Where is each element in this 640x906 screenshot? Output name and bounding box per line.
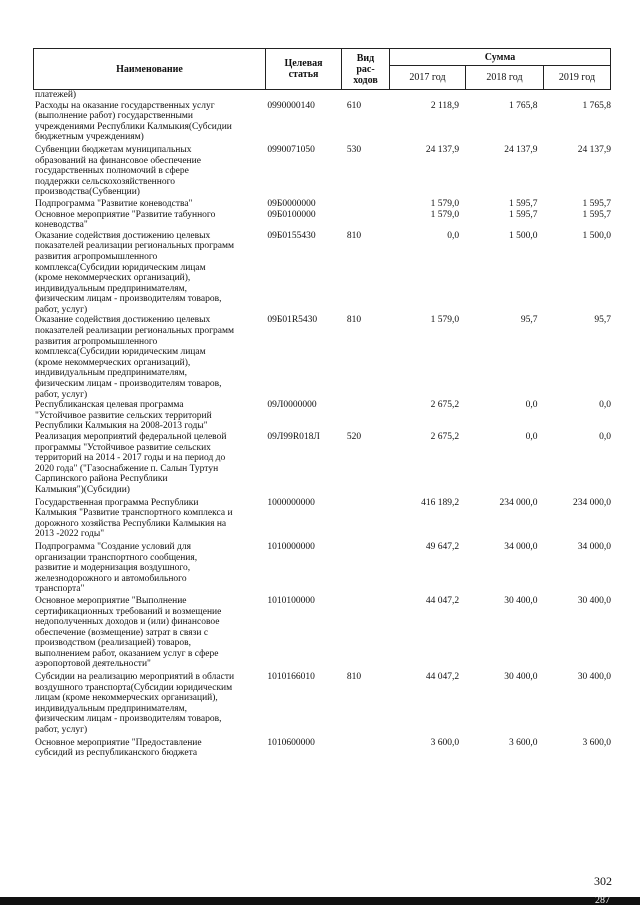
- row-sum-2018: 0,0: [525, 400, 538, 411]
- row-kind: 610: [346, 100, 362, 111]
- row-kind: 810: [346, 315, 362, 326]
- table-row: [35, 432, 611, 496]
- header-year-2018: 2018 год: [466, 65, 544, 89]
- row-sum-2018: 1 765,8: [509, 100, 538, 111]
- row-target: 09Б01R5430: [267, 315, 318, 326]
- table-row: [35, 210, 611, 231]
- header-year-2017: 2017 год: [390, 65, 466, 89]
- header-sum: Сумма: [390, 49, 610, 66]
- row-kind: 520: [346, 432, 362, 442]
- row-sum-2018: 34 000,0: [504, 541, 538, 552]
- row-sum-2017: 1 579,0: [430, 209, 460, 220]
- row-name: Республиканская целевая программа "Устойчивое развитие сельских территорий Республики Калмыкия на 2008-2013 годы": [35, 400, 212, 432]
- row-target: 09Б0155430: [267, 230, 316, 241]
- header-target: Целевая статья: [266, 49, 342, 89]
- row-sum-2017: [393, 90, 460, 101]
- row-sum-2017: 1 579,0: [430, 198, 460, 209]
- row-sum-2017: 24 137,9: [425, 144, 460, 155]
- table-row: [35, 315, 611, 400]
- row-sum-2019: 0,0: [599, 432, 611, 442]
- table-row: [35, 231, 611, 316]
- table-row: [35, 738, 611, 759]
- table-row: [35, 101, 611, 143]
- row-target: 1010100000: [267, 595, 315, 606]
- row-name: Оказание содействия достижению целевых показателей реализации региональных программ развития агропромышленного комплекса(Субсидии юридическим лицам (кроме некоммерческих организаций), индивидуальным предпринимателям, физическим лицам - производителям товаров, работ, услуг): [35, 230, 235, 315]
- row-sum-2017: 3 600,0: [430, 737, 460, 748]
- row-sum-2017: 2 675,2: [430, 400, 460, 411]
- row-sum-2019: 30 400,0: [577, 672, 611, 683]
- row-name: Основное мероприятие "Развитие табунного коневодства": [35, 209, 216, 231]
- row-sum-2017: 2 675,2: [430, 432, 460, 442]
- row-name: Подпрограмма "Создание условий для организации транспортного сообщения, развитие и модернизация воздушного, железнодорожного и автомобильного транспорта": [35, 541, 198, 595]
- row-sum-2018: 30 400,0: [504, 672, 538, 683]
- row-kind: [343, 596, 393, 670]
- header-year-2019: 2019 год: [558, 71, 596, 83]
- table-row: [35, 145, 611, 198]
- row-kind: 810: [346, 672, 362, 683]
- header-kind: Вид рас- ходов: [342, 49, 390, 89]
- page-number-main: 302: [594, 874, 612, 888]
- row-sum-2018: 95,7: [520, 315, 538, 326]
- row-sum-2017: 2 118,9: [430, 100, 460, 111]
- row-kind: 810: [346, 230, 362, 241]
- table-header: [33, 48, 611, 90]
- row-sum-2018: 1 595,7: [509, 209, 538, 220]
- row-sum-2018: 234 000,0: [499, 497, 538, 508]
- row-name: Подпрограмма "Развитие коневодства": [35, 198, 193, 209]
- row-sum-2019: 234 000,0: [573, 497, 611, 508]
- row-name: Оказание содействия достижению целевых показателей реализации региональных программ развития агропромышленного комплекса(Субсидии юридическим лицам (кроме некоммерческих организаций), индивидуальным предпринимателям, физическим лицам - производителям товаров, работ, услуг): [35, 315, 235, 400]
- row-kind: [343, 738, 393, 759]
- row-name: Субсидии на реализацию мероприятий в области воздушного транспорта(Субсидии юридическим лицам (кроме некоммерческих организаций), индивидуальным предпринимателям, физическим лицам - производителям товаров, работ, услуг): [35, 672, 235, 736]
- row-target: 1000000000: [267, 497, 315, 508]
- row-sum-2018: [459, 90, 537, 101]
- row-name: Основное мероприятие "Предоставление субсидий из республиканского бюджета: [35, 737, 202, 759]
- row-kind: [343, 400, 393, 432]
- row-kind: [343, 498, 393, 540]
- row-sum-2019: 30 400,0: [577, 595, 611, 606]
- row-kind: [343, 199, 393, 210]
- row-target: [267, 90, 342, 101]
- row-sum-2018: 3 600,0: [509, 737, 538, 748]
- row-sum-2019: 1 595,7: [582, 209, 611, 220]
- row-sum-2017: 416 189,2: [421, 497, 460, 508]
- table-body: [35, 90, 611, 759]
- table-row: [35, 542, 611, 595]
- row-sum-2017: 0,0: [447, 230, 460, 241]
- table-row: [35, 90, 611, 101]
- row-sum-2017: 44 047,2: [425, 595, 460, 606]
- row-sum-2018: 24 137,9: [504, 144, 538, 155]
- row-sum-2018: 1 595,7: [509, 198, 538, 209]
- row-target: 09Л0000000: [267, 400, 317, 411]
- row-name: Субвенции бюджетам муниципальных образований на финансовое обеспечение государственных полномочий в сфере поддержки сельскохозяйственного производства(Субвенции): [35, 144, 201, 198]
- table-row: [35, 400, 611, 432]
- row-target: 1010600000: [267, 737, 315, 748]
- row-kind: [343, 542, 393, 595]
- row-target: 0990071050: [267, 144, 315, 155]
- row-target: 0990000140: [267, 100, 315, 111]
- row-kind: 530: [346, 144, 362, 155]
- row-target: 1010166010: [267, 672, 315, 683]
- row-sum-2019: [538, 90, 611, 101]
- row-name: Реализация мероприятий федеральной целевой программы "Устойчивое развитие сельских территорий на 2014 - 2017 годы и на период до 2020 года" ("Газоснабжение п. Салын Туртун Сарпинского района Республики Калмыкия")(Субсидии): [35, 432, 227, 495]
- row-sum-2017: 49 647,2: [425, 541, 460, 552]
- row-sum-2018: 0,0: [525, 432, 538, 442]
- row-sum-2019: 34 000,0: [577, 541, 611, 552]
- row-sum-2019: 1 595,7: [582, 198, 611, 209]
- header-name: Наименование: [34, 49, 266, 89]
- row-name: Государственная программа Республики Калмыкия "Развитие транспортного комплекса и дорожного хозяйства Республики Калмыкия на 2013 -2022 годы": [35, 497, 233, 540]
- row-sum-2019: 24 137,9: [577, 144, 611, 155]
- row-sum-2018: 30 400,0: [504, 595, 538, 606]
- row-sum-2017: 44 047,2: [425, 672, 460, 683]
- row-name: Расходы на оказание государственных услуг (выполнение работ) государственными учреждениями Республики Калмыкия(Субсидии бюджетным учреждениям): [35, 100, 232, 143]
- table-row: [35, 596, 611, 670]
- row-kind: [343, 90, 393, 101]
- row-target: 09Б0100000: [267, 209, 316, 220]
- table-row: [35, 199, 611, 210]
- table-row: [35, 498, 611, 540]
- row-target: 1010000000: [267, 541, 315, 552]
- row-sum-2019: 1 500,0: [582, 230, 611, 241]
- page-number-sub: 287: [595, 895, 610, 906]
- row-sum-2019: 1 765,8: [582, 100, 611, 111]
- row-name: Основное мероприятие "Выполнение сертификационных требований и возмещение недополученных доходов и (или) финансовое обеспечение (возмещение) затрат в связи с производством (реализацией) товаров, выполнением работ, оказанием услуг в сфере аэропортовой деятельности": [35, 595, 222, 670]
- bottom-bar: [0, 897, 640, 905]
- table-row: [35, 672, 611, 736]
- row-kind: [343, 210, 393, 231]
- row-target: 09Б0000000: [267, 198, 316, 209]
- row-target: 09Л99R018Л: [267, 432, 320, 442]
- row-sum-2017: 1 579,0: [430, 315, 460, 326]
- row-name: платежей): [35, 90, 77, 100]
- row-sum-2018: 1 500,0: [509, 230, 538, 241]
- row-sum-2019: 0,0: [599, 400, 611, 411]
- page-number: [594, 876, 612, 887]
- row-sum-2019: 3 600,0: [582, 737, 611, 748]
- row-sum-2019: 95,7: [594, 315, 611, 326]
